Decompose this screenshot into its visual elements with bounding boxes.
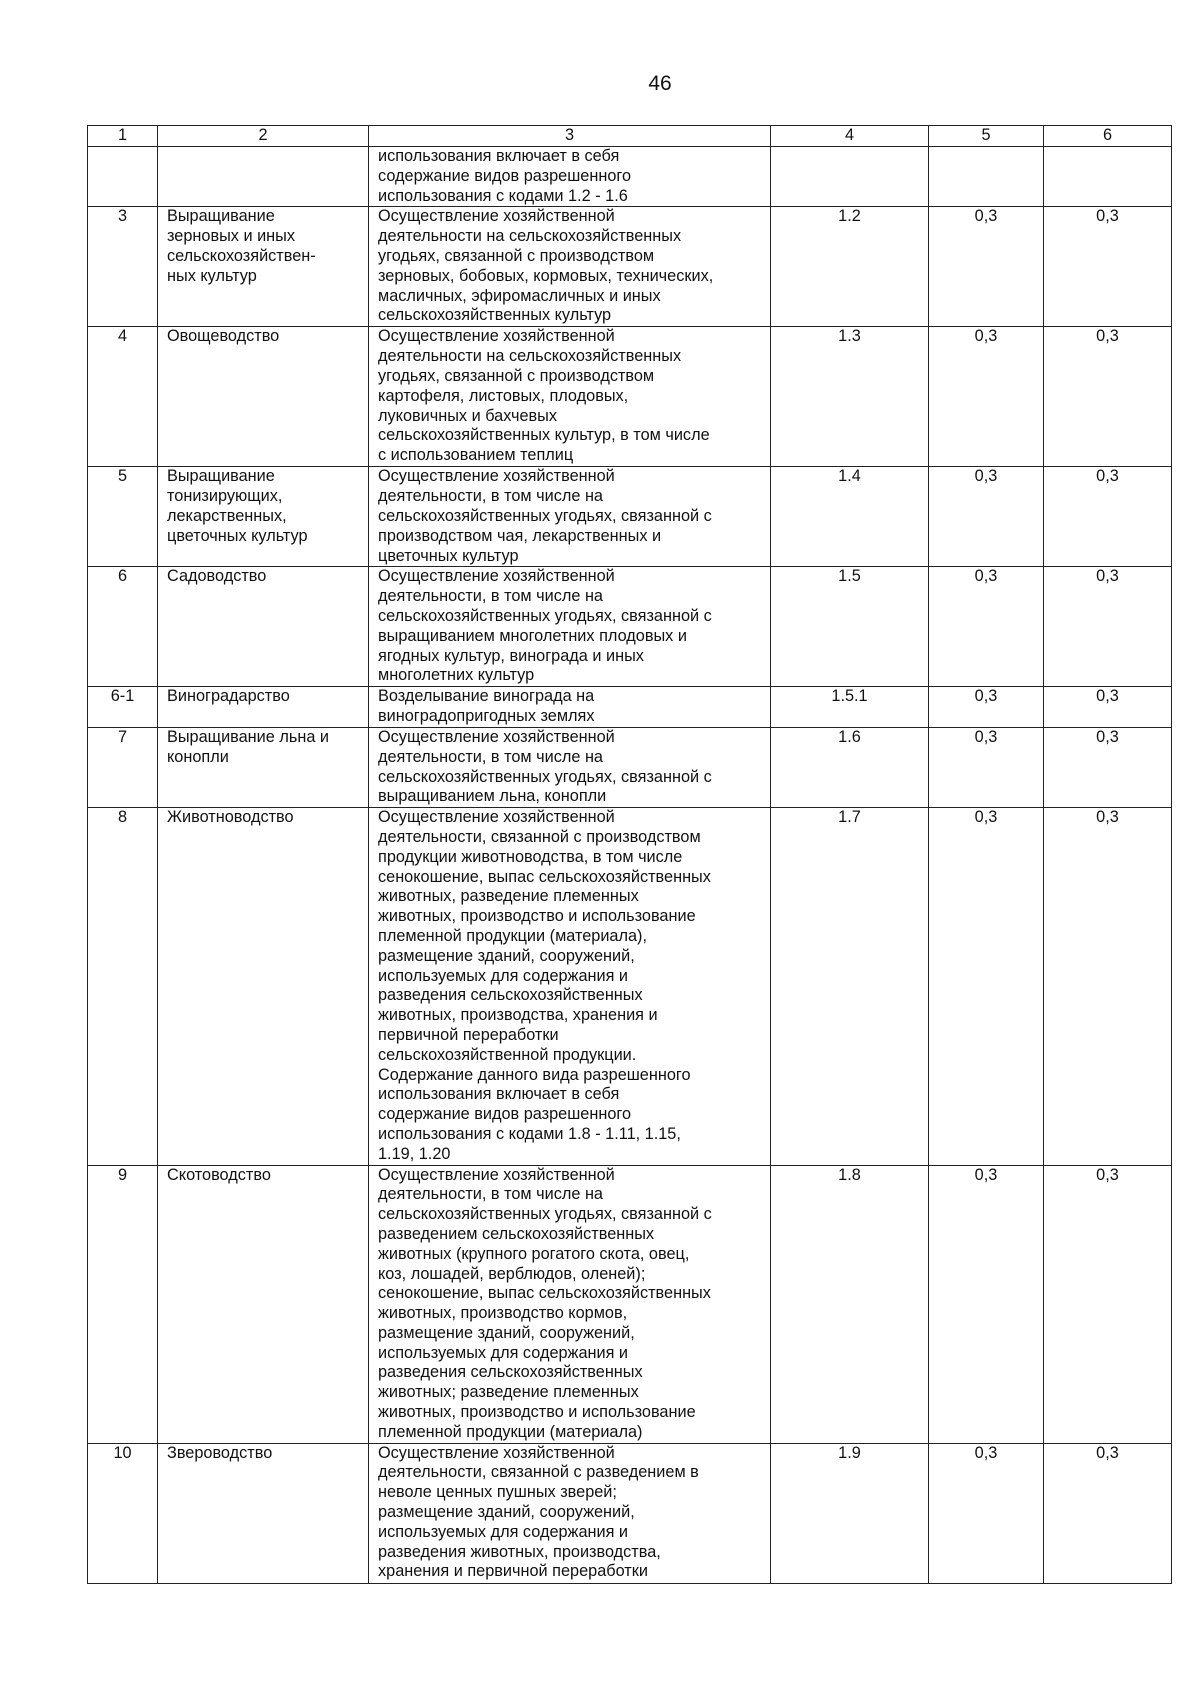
use-type-description: Осуществление хозяйственной деятельности, в том числе на сельскохозяйственных угодьях, связанной с выращиванием льна, конопли bbox=[369, 727, 771, 807]
classifier-code: 1.8 bbox=[771, 1165, 929, 1443]
table-body bbox=[88, 126, 1172, 1584]
classifier-code: 1.3 bbox=[771, 327, 929, 467]
classifier-code: 1.9 bbox=[771, 1443, 929, 1583]
row-number: 3 bbox=[88, 207, 158, 327]
use-type-description: Осуществление хозяйственной деятельности, связанной с производством продукции животноводства, в том числе сенокошение, выпас сельскохозяйственных животных, разведение племенных животных, производство и использование племенной продукции (материала), размещение зданий, сооружений, используемых для содержания и разведения сельскохозяйственных животных, производства, хранения и первичной переработки сельскохозяйственной продукции. Содержание данного вида разрешенного использования включает в себя содержание видов разрешенного использования с кодами 1.8 - 1.11, 1.15, 1.19, 1.20 bbox=[369, 808, 771, 1165]
value-col-6 bbox=[1044, 147, 1172, 207]
use-type-name: Виноградарство bbox=[158, 687, 369, 728]
land-use-table bbox=[87, 125, 1172, 1584]
column-header-3: 3 bbox=[369, 126, 771, 147]
row-number bbox=[88, 147, 158, 207]
value-col-5: 0,3 bbox=[929, 687, 1044, 728]
value-col-5 bbox=[929, 147, 1044, 207]
use-type-description: Осуществление хозяйственной деятельности, связанной с разведением в неволе ценных пушных зверей; размещение зданий, сооружений, используемых для содержания и разведения животных, производства, хранения и первичной переработки bbox=[369, 1443, 771, 1583]
row-number: 6-1 bbox=[88, 687, 158, 728]
table-row bbox=[88, 327, 1172, 467]
column-header-6: 6 bbox=[1044, 126, 1172, 147]
value-col-6: 0,3 bbox=[1044, 567, 1172, 687]
classifier-code: 1.2 bbox=[771, 207, 929, 327]
column-header-1: 1 bbox=[88, 126, 158, 147]
value-col-6: 0,3 bbox=[1044, 808, 1172, 1165]
value-col-6: 0,3 bbox=[1044, 327, 1172, 467]
value-col-5: 0,3 bbox=[929, 207, 1044, 327]
column-header-2: 2 bbox=[158, 126, 369, 147]
use-type-description: Осуществление хозяйственной деятельности на сельскохозяйственных угодьях, связанной с производством зерновых, бобовых, кормовых, технических, масличных, эфиромасличных и иных сельскохозяйственных культур bbox=[369, 207, 771, 327]
row-number: 4 bbox=[88, 327, 158, 467]
value-col-5: 0,3 bbox=[929, 467, 1044, 567]
value-col-6: 0,3 bbox=[1044, 687, 1172, 728]
column-header-5: 5 bbox=[929, 126, 1044, 147]
table-row bbox=[88, 567, 1172, 687]
value-col-6: 0,3 bbox=[1044, 207, 1172, 327]
table-row bbox=[88, 808, 1172, 1165]
value-col-6: 0,3 bbox=[1044, 467, 1172, 567]
classifier-code: 1.5 bbox=[771, 567, 929, 687]
use-type-name: Выращивание зерновых и иных сельскохозяйствен- ных культур bbox=[158, 207, 369, 327]
use-type-description: Осуществление хозяйственной деятельности, в том числе на сельскохозяйственных угодьях, связанной с разведением сельскохозяйственных животных (крупного рогатого скота, овец, коз, лошадей, верблюдов, оленей); сенокошение, выпас сельскохозяйственных животных, производство кормов, размещение зданий, сооружений, используемых для содержания и разведения сельскохозяйственных животных; разведение племенных животных, производство и использование племенной продукции (материала) bbox=[369, 1165, 771, 1443]
table-row bbox=[88, 207, 1172, 327]
row-number: 5 bbox=[88, 467, 158, 567]
use-type-name: Выращивание льна и конопли bbox=[158, 727, 369, 807]
classifier-code: 1.4 bbox=[771, 467, 929, 567]
row-number: 10 bbox=[88, 1443, 158, 1583]
table-row bbox=[88, 147, 1172, 207]
use-type-name: Садоводство bbox=[158, 567, 369, 687]
row-number: 6 bbox=[88, 567, 158, 687]
use-type-name: Скотоводство bbox=[158, 1165, 369, 1443]
use-type-description: Осуществление хозяйственной деятельности, в том числе на сельскохозяйственных угодьях, связанной с производством чая, лекарственных и цветочных культур bbox=[369, 467, 771, 567]
classifier-code: 1.5.1 bbox=[771, 687, 929, 728]
column-header-4: 4 bbox=[771, 126, 929, 147]
row-number: 7 bbox=[88, 727, 158, 807]
row-number: 9 bbox=[88, 1165, 158, 1443]
use-type-description: Осуществление хозяйственной деятельности, в том числе на сельскохозяйственных угодьях, связанной с выращиванием многолетних плодовых и ягодных культур, винограда и иных многолетних культур bbox=[369, 567, 771, 687]
value-col-5: 0,3 bbox=[929, 1165, 1044, 1443]
row-number: 8 bbox=[88, 808, 158, 1165]
value-col-6: 0,3 bbox=[1044, 727, 1172, 807]
value-col-5: 0,3 bbox=[929, 1443, 1044, 1583]
classifier-code: 1.7 bbox=[771, 808, 929, 1165]
value-col-5: 0,3 bbox=[929, 808, 1044, 1165]
table-row bbox=[88, 1443, 1172, 1583]
value-col-5: 0,3 bbox=[929, 567, 1044, 687]
value-col-5: 0,3 bbox=[929, 327, 1044, 467]
classifier-code bbox=[771, 147, 929, 207]
use-type-name: Овощеводство bbox=[158, 327, 369, 467]
use-type-name bbox=[158, 147, 369, 207]
table-row bbox=[88, 687, 1172, 728]
use-type-description: Осуществление хозяйственной деятельности на сельскохозяйственных угодьях, связанной с производством картофеля, листовых, плодовых, луковичных и бахчевых сельскохозяйственных культур, в том числе с использованием теплиц bbox=[369, 327, 771, 467]
value-col-6: 0,3 bbox=[1044, 1443, 1172, 1583]
table-row bbox=[88, 727, 1172, 807]
value-col-5: 0,3 bbox=[929, 727, 1044, 807]
use-type-name: Животноводство bbox=[158, 808, 369, 1165]
use-type-name: Выращивание тонизирующих, лекарственных, цветочных культур bbox=[158, 467, 369, 567]
page-number: 46 bbox=[648, 72, 672, 95]
table-header-row bbox=[88, 126, 1172, 147]
table-row bbox=[88, 1165, 1172, 1443]
use-type-description: использования включает в себя содержание видов разрешенного использования с кодами 1.2 - 1.6 bbox=[369, 147, 771, 207]
value-col-6: 0,3 bbox=[1044, 1165, 1172, 1443]
use-type-description: Возделывание винограда на виноградопригодных землях bbox=[369, 687, 771, 728]
classifier-code: 1.6 bbox=[771, 727, 929, 807]
table-row bbox=[88, 467, 1172, 567]
use-type-name: Звероводство bbox=[158, 1443, 369, 1583]
